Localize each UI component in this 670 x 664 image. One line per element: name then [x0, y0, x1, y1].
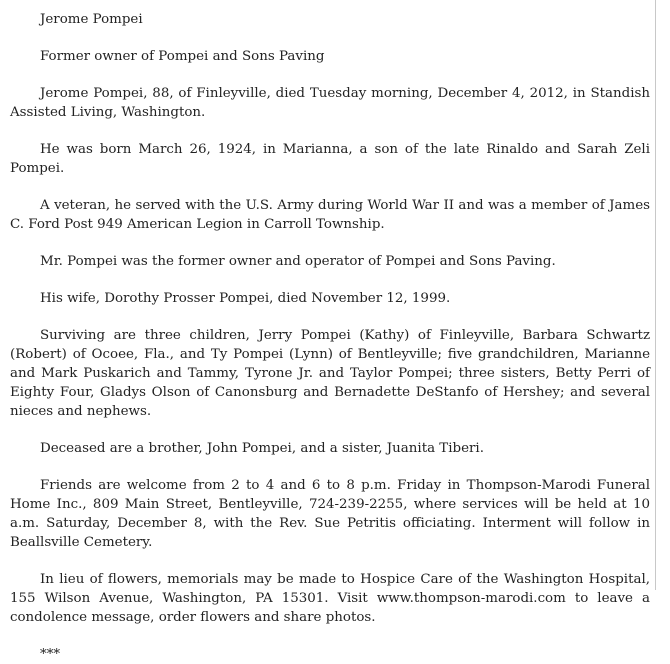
article-subtitle: Former owner of Pompei and Sons Paving	[40, 49, 325, 64]
paragraph-military-service: A veteran, he served with the U.S. Army during World War II and was a member of James C. Ford Post 949 American Legion in Carroll Township.	[10, 198, 650, 232]
paragraph-services: Friends are welcome from 2 to 4 and 6 to 8 p.m. Friday in Thompson-Marodi Funeral Home Inc., 809 Main Street, Bentleyville, 724-239-2255, where services will be held at 10 a.m. Saturday, December 8, with the Rev. Sue Petritis officiating. Interment will follow in Beallsville Cemetery.	[10, 478, 650, 550]
paragraph-deceased-relatives: Deceased are a brother, John Pompei, and a sister, Juanita Tiberi.	[40, 441, 484, 456]
paragraph-occupation: Mr. Pompei was the former owner and operator of Pompei and Sons Paving.	[40, 254, 556, 269]
paragraph-death-notice: Jerome Pompei, 88, of Finleyville, died Tuesday morning, December 4, 2012, in Standish Assisted Living, Washington.	[10, 86, 650, 120]
section-separator: ***	[40, 647, 61, 662]
article-title: Jerome Pompei	[40, 12, 143, 27]
paragraph-birth: He was born March 26, 1924, in Marianna, a son of the late Rinaldo and Sarah Zeli Pompei.	[10, 142, 650, 176]
paragraph-memorials: In lieu of flowers, memorials may be made to Hospice Care of the Washington Hospital, 155 Wilson Avenue, Washington, PA 15301. Visit www.thompson-marodi.com to leave a condolence message, order flowers and share photos.	[10, 572, 650, 625]
obituary-article	[10, 10, 650, 664]
paragraph-survivors: Surviving are three children, Jerry Pompei (Kathy) of Finleyville, Barbara Schwartz (Robert) of Ocoee, Fla., and Ty Pompei (Lynn) of Bentleyville; five grandchildren, Marianne and Mark Puskarich and Tammy, Tyrone Jr. and Taylor Pompei; three sisters, Betty Perri of Eighty Four, Gladys Olson of Canonsburg and Bernadette DeStanfo of Hershey; and several nieces and nephews.	[10, 328, 650, 419]
paragraph-spouse: His wife, Dorothy Prosser Pompei, died November 12, 1999.	[40, 291, 451, 306]
